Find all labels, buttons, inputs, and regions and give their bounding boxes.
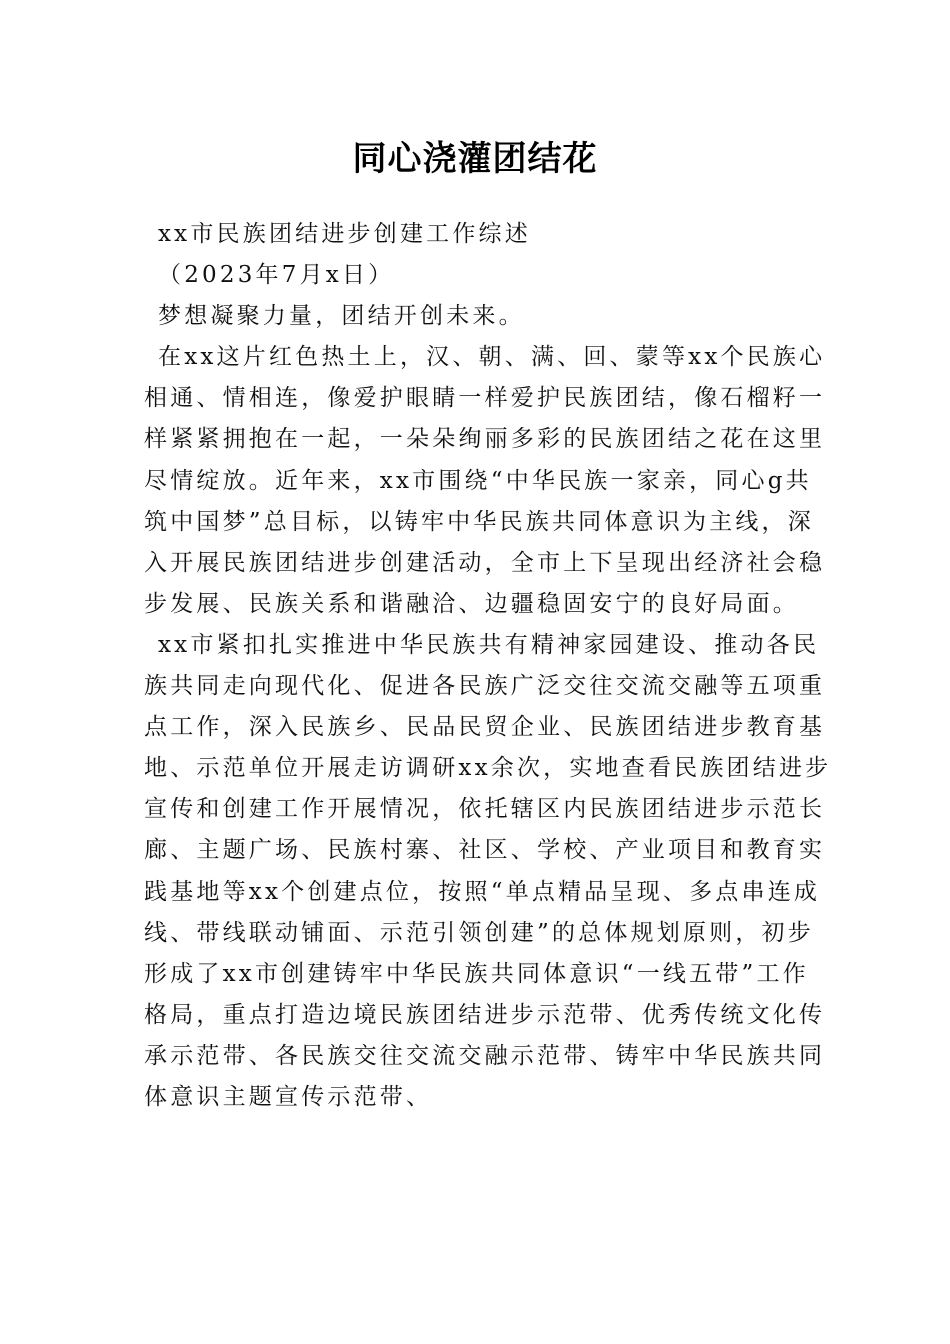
body-paragraph-1: 在xx这片红色热土上，汉、朝、满、回、蒙等xx个民族心相通、情相连，像爱护眼睛一样爱护民族团结，像石榴籽一样紧紧拥抱在一起，一朵朵绚丽多彩的民族团结之花在这里尽情绽放。近年来，xx市围绕“中华民族一家亲，同心g共筑中国梦”总目标，以铸牢中华民族共同体意识为主线，深入开展民族团结进步创建活动，全市上下呈现出经济社会稳步发展、民族关系和谐融洽、边疆稳固安宁的良好局面。 bbox=[144, 344, 826, 617]
document-body bbox=[144, 214, 834, 1118]
body-paragraph-2: xx市紧扣扎实推进中华民族共有精神家园建设、推动各民族共同走向现代化、促进各民族广泛交往交流交融等五项重点工作，深入民族乡、民品民贸企业、民族团结进步教育基地、示范单位开展走访调研xx余次，实地查看民族团结进步宣传和创建工作开展情况，依托辖区内民族团结进步示范长廊、主题广场、民族村寨、社区、学校、产业项目和教育实践基地等xx个创建点位，按照“单点精品呈现、多点串连成线、带线联动铺面、示范引领创建”的总体规划原则，初步形成了xx市创建铸牢中华民族共同体意识“一线五带”工作格局，重点打造边境民族团结进步示范带、优秀传统文化传承示范带、各民族交往交流交融示范带、铸牢中华民族共同体意识主题宣传示范带、 bbox=[144, 631, 832, 1110]
subtitle-line: xx市民族团结进步创建工作综述 bbox=[158, 221, 531, 247]
date-line: （2023年7月x日） bbox=[158, 262, 395, 289]
document-title: 同心浇灌团结花 bbox=[352, 139, 598, 179]
lead-paragraph: 梦想凝聚力量，团结开创未来。 bbox=[158, 303, 525, 330]
